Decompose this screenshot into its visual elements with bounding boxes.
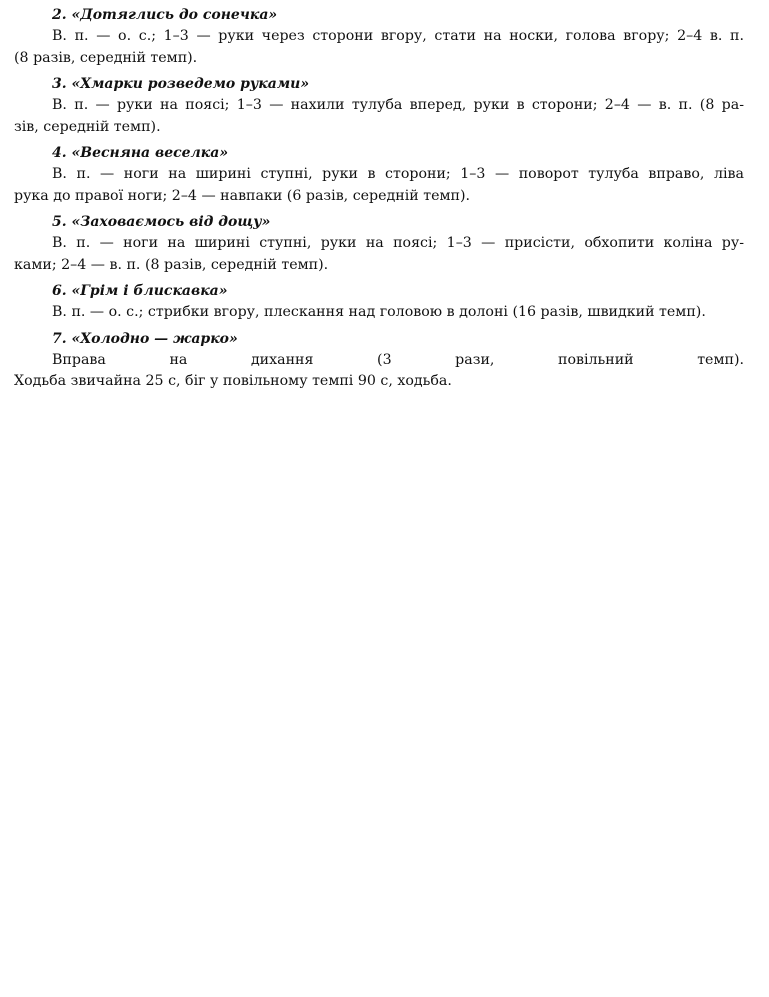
exercise-text-line: В. п. — руки на поясі; 1–3 — нахили тулуба вперед, руки в сторони; 2–4 — в. п. (8 ра-: [52, 97, 744, 113]
exercise-title: 2. «Дотяглись до сонечка»: [52, 7, 278, 23]
exercise-block: [14, 213, 744, 276]
exercise-text-line: Вправа на дихання (3 рази, повільний темп).: [52, 351, 744, 368]
exercise-title: 3. «Хмарки розведемо руками»: [52, 76, 310, 92]
exercises-part1: [14, 6, 744, 393]
exercise-description: [14, 350, 744, 393]
exercise-description: [14, 26, 744, 69]
exercise-text-line: В. п. — о. с.; 1–3 — руки через сторони вгору, стати на носки, голова вгору; 2–4 в. п.: [52, 28, 744, 44]
exercise-description: [14, 164, 744, 207]
exercise-block: [14, 6, 744, 69]
exercise-text-line: рука до правої ноги; 2–4 — навпаки (6 разів, середній темп).: [14, 187, 470, 204]
exercise-text-line: В. п. — ноги на ширині ступні, руки в сторони; 1–3 — поворот тулуба вправо, ліва: [52, 166, 744, 182]
exercise-description: [14, 95, 744, 138]
exercise-block: [14, 282, 744, 324]
exercise-description: [14, 302, 744, 324]
exercise-title: 4. «Весняна веселка»: [52, 145, 229, 161]
exercise-text-line: Ходьба звичайна 25 с, біг у повільному темпі 90 с, ходьба.: [14, 373, 452, 389]
exercise-block: [14, 330, 744, 393]
exercise-text-line: В. п. — о. с.; стрибки вгору, плескання над головою в долоні (16 разів, швидкий темп).: [52, 304, 706, 320]
page: [14, 0, 744, 393]
exercise-text-line: ками; 2–4 — в. п. (8 разів, середній темп).: [14, 256, 329, 273]
exercise-text-line: (8 разів, середній темп).: [14, 49, 198, 66]
exercise-text-line: В. п. — ноги на ширині ступні, руки на поясі; 1–3 — присісти, обхопити коліна ру-: [52, 235, 744, 251]
exercise-title: 5. «Заховаємось від дощу»: [52, 214, 271, 230]
exercise-block: [14, 144, 744, 207]
exercise-block: [14, 75, 744, 138]
exercise-title: 7. «Холодно — жарко»: [52, 330, 238, 347]
exercise-title: 6. «Грім і блискавка»: [52, 283, 228, 299]
exercise-text-line: зів, середній темп).: [14, 118, 161, 135]
exercise-description: [14, 233, 744, 276]
